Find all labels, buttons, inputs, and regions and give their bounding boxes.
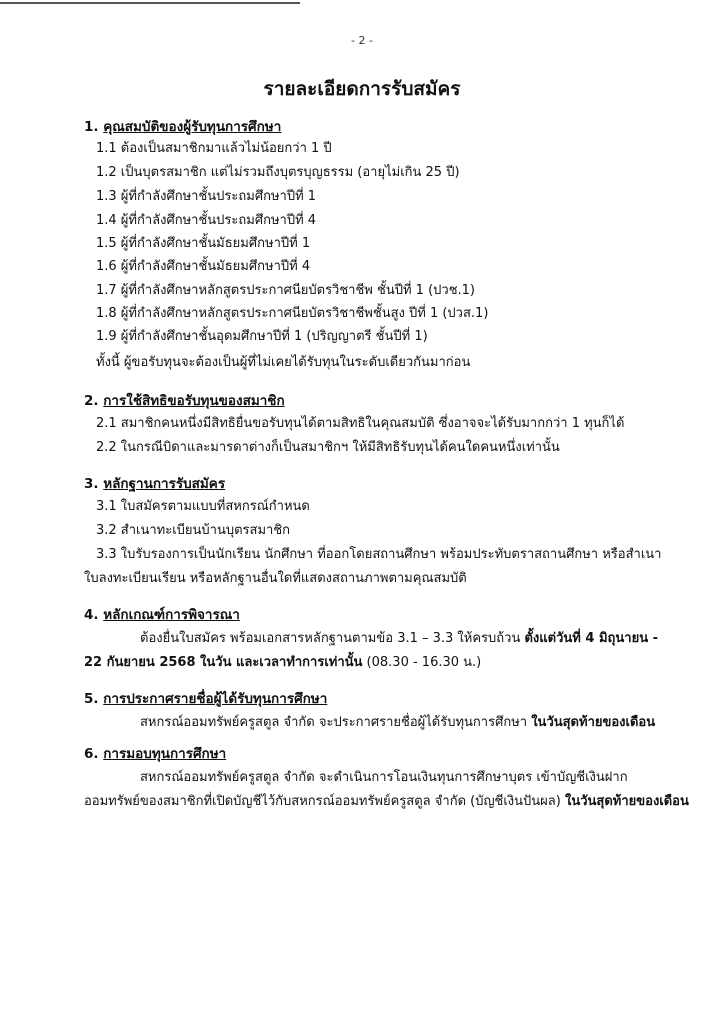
section-1-note: ทั้งนี้ ผู้ขอรับทุนจะต้องเป็นผู้ที่ไม่เคยได้รับทุนในระดับเดียวกันมาก่อน [96,355,471,370]
section-4-office-hours: (08.30 - 16.30 น.) [362,655,482,670]
item-1-7: 1.7 ผู้ที่กำลังศึกษาหลักสูตรประกาศนียบัตรวิชาชีพ ชั้นปีที่ 1 (ปวช.1) [96,283,475,298]
item-1-1: 1.1 ต้องเป็นสมาชิกมาแล้วไม่น้อยกว่า 1 ปี [96,141,332,156]
section-3-heading [84,472,225,494]
item-1-8: 1.8 ผู้ที่กำลังศึกษาหลักสูตรประกาศนียบัตรวิชาชีพชั้นสูง ปีที่ 1 (ปวส.1) [96,306,489,321]
item-1-9: 1.9 ผู้ที่กำลังศึกษาชั้นอุดมศึกษาปีที่ 1 (ปริญญาตรี ชั้นปีที่ 1) [96,329,428,344]
section-4-date-range-end: 22 กันยายน 2568 ในวัน และเวลาทำการเท่านั้น [84,655,363,670]
item-1-3: 1.3 ผู้ที่กำลังศึกษาชั้นประถมศึกษาปีที่ 1 [96,189,317,204]
item-2-1: 2.1 สมาชิกคนหนึ่งมีสิทธิยื่นขอรับทุนได้ตามสิทธิในคุณสมบัติ ซึ่งอาจจะได้รับมากกว่า 1 ทุนก็ได้ [96,416,625,431]
item-1-2: 1.2 เป็นบุตรสมาชิก แต่ไม่รวมถึงบุตรบุญธรรม (อายุไม่เกิน 25 ปี) [96,165,460,180]
section-4-number: 4. [84,607,99,623]
section-4-line-1 [140,627,658,648]
item-3-3-continued: ใบลงทะเบียนเรียน หรือหลักฐานอื่นใดที่แสดงสถานภาพตามคุณสมบัติ [84,571,467,586]
section-5-announce-date: ในวันสุดท้ายของเดือน [531,715,656,730]
section-2-number: 2. [84,393,99,409]
page-number: - 2 - [351,34,373,47]
section-1-title: คุณสมบัติของผู้รับทุนการศึกษา [103,119,282,135]
section-6-transfer-date: ในวันสุดท้ายของเดือน [564,794,689,809]
document-title: รายละเอียดการรับสมัคร [263,78,461,100]
section-1-heading [84,115,281,137]
item-3-1: 3.1 ใบสมัครตามแบบที่สหกรณ์กำหนด [96,499,310,514]
section-3-title: หลักฐานการรับสมัคร [103,476,226,492]
section-5-line-1-text: สหกรณ์ออมทรัพย์ครูสตูล จำกัด จะประกาศรายชื่อผู้ได้รับทุนการศึกษา [140,715,532,730]
section-3-number: 3. [84,476,99,492]
section-6-line-1: สหกรณ์ออมทรัพย์ครูสตูล จำกัด จะดำเนินการโอนเงินทุนการศึกษาบุตร เข้าบัญชีเงินฝาก [140,770,628,785]
section-4-date-range-start: ตั้งแต่วันที่ 4 มิถุนายน - [524,631,659,646]
item-3-3: 3.3 ใบรับรองการเป็นนักเรียน นักศึกษา ที่ออกโดยสถานศึกษา พร้อมประทับตราสถานศึกษา หรือสำเนา [96,547,662,562]
scan-edge-line [0,2,300,4]
item-1-4: 1.4 ผู้ที่กำลังศึกษาชั้นประถมศึกษาปีที่ 4 [96,213,317,228]
section-6-heading [84,742,226,764]
item-3-2: 3.2 สำเนาทะเบียนบ้านบุตรสมาชิก [96,523,291,538]
section-4-line-2 [84,651,481,672]
section-2-title: การใช้สิทธิขอรับทุนของสมาชิก [103,393,285,409]
section-4-heading [84,603,240,625]
section-2-heading [84,389,285,411]
item-1-6: 1.6 ผู้ที่กำลังศึกษาชั้นมัธยมศึกษาปีที่ 4 [96,259,311,274]
section-5-line-1 [140,711,655,732]
section-4-line-1-text: ต้องยื่นใบสมัคร พร้อมเอกสารหลักฐานตามข้อ 3.1 – 3.3 ให้ครบถ้วน [140,631,525,646]
section-6-title: การมอบทุนการศึกษา [103,746,227,762]
section-6-line-2 [84,790,689,811]
section-5-heading [84,687,327,709]
section-5-number: 5. [84,691,99,707]
section-1-number: 1. [84,119,99,135]
item-2-2: 2.2 ในกรณีบิดาและมารดาต่างก็เป็นสมาชิกฯ ให้มีสิทธิรับทุนได้คนใดคนหนึ่งเท่านั้น [96,440,560,455]
section-5-title: การประกาศรายชื่อผู้ได้รับทุนการศึกษา [103,691,328,707]
section-4-title: หลักเกณฑ์การพิจารณา [103,607,240,623]
item-1-5: 1.5 ผู้ที่กำลังศึกษาชั้นมัธยมศึกษาปีที่ 1 [96,236,311,251]
section-6-line-2-text: ออมทรัพย์ของสมาชิกที่เปิดบัญชีไว้กับสหกรณ์ออมทรัพย์ครูสตูล จำกัด (บัญชีเงินปันผล) [84,794,565,809]
section-6-number: 6. [84,746,99,762]
